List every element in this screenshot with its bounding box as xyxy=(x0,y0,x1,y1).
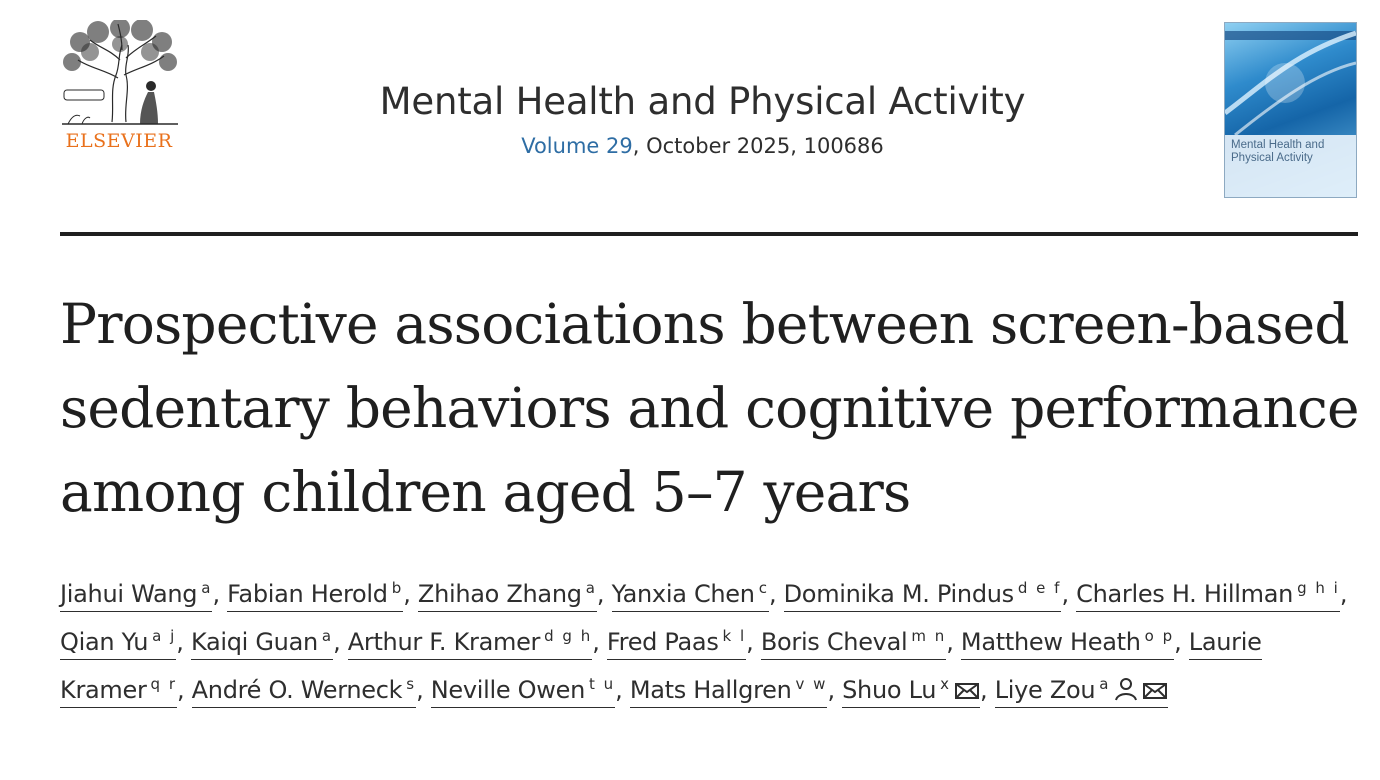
affiliation-marker: k l xyxy=(722,627,747,645)
author-link[interactable] xyxy=(761,628,946,660)
affiliation-marker: s xyxy=(406,675,417,693)
affiliation-marker: g h i xyxy=(1297,579,1340,597)
author-name: Charles H. Hillman xyxy=(1076,580,1294,608)
author-link[interactable] xyxy=(784,580,1062,612)
author-name: Liye Zou xyxy=(994,676,1096,704)
author-link[interactable] xyxy=(431,676,615,708)
author-name: Yanxia Chen xyxy=(611,580,755,608)
affiliation-marker: m n xyxy=(911,627,947,645)
affiliation-marker: v w xyxy=(795,675,828,693)
author-name: Jiahui Wang xyxy=(60,580,198,608)
author-name: Fred Paas xyxy=(606,628,719,656)
author-list: Jiahui Wang $^a$, Fabian Herold $^b$, Zhihao Zhang $^a$, Yanxia Chen $^c$, Dominika M. Pindus $^{d e f}$, Charles H. Hillman $^{g h i}$, Qian Yu $^{a j}$, Kaiqi Guan $^a$, Arthur F. Kramer $^{d g h}$, Fred Paas $^{k l}$, Boris Cheval $^{m n}$, Matthew Heath $^{o p}$, Laurie Kramer $^{q r}$, André O. Werneck $^s$, Neville Owen $^{t u}$, Mats Hallgren $^{v w}$, Shuo Lu $^x$ , Liye Zou $^a$ xyxy=(60,570,1360,717)
affiliation-marker: b xyxy=(391,579,404,597)
author-name: Dominika M. Pindus xyxy=(783,580,1014,608)
author-name: Kaiqi Guan xyxy=(190,628,318,656)
cover-journal-title xyxy=(1231,139,1353,164)
journal-issue-line xyxy=(200,134,1205,158)
author-link[interactable] xyxy=(227,580,403,612)
person-icon xyxy=(1113,669,1139,717)
issue-details: , October 2025, 100686 xyxy=(632,134,884,159)
affiliation-marker: c xyxy=(758,579,769,597)
author-name: André O. Werneck xyxy=(191,676,403,704)
author-name: Zhihao Zhang xyxy=(417,580,582,608)
cover-artwork xyxy=(1225,23,1356,135)
author-link[interactable] xyxy=(842,676,980,708)
author-link[interactable] xyxy=(60,628,176,660)
affiliation-marker: a xyxy=(201,579,213,597)
author-name: Arthur F. Kramer xyxy=(347,628,541,656)
author-name: Fabian Herold xyxy=(227,580,388,608)
author-link[interactable] xyxy=(995,676,1169,708)
author-name: Matthew Heath xyxy=(960,628,1141,656)
article-title: Prospective associations between screen-based sedentary behaviors and cognitive performance among children aged 5–7 years xyxy=(60,292,1359,524)
author-link[interactable] xyxy=(630,676,828,708)
author-link[interactable] xyxy=(612,580,769,612)
header-divider xyxy=(60,232,1358,236)
affiliation-marker: a xyxy=(585,579,597,597)
author-link[interactable] xyxy=(348,628,592,660)
affiliation-marker: t u xyxy=(588,675,616,693)
volume-link[interactable]: Volume 29 xyxy=(521,134,633,159)
author-name: Laurie Kramer xyxy=(60,628,1262,704)
journal-header xyxy=(200,80,1205,158)
affiliation-marker: a xyxy=(1099,675,1111,693)
affiliation-marker: q r xyxy=(150,675,177,693)
author-name: Mats Hallgren xyxy=(629,676,792,704)
affiliation-marker: o p xyxy=(1144,627,1175,645)
journal-title[interactable]: Mental Health and Physical Activity xyxy=(379,80,1026,123)
elsevier-wordmark: ELSEVIER xyxy=(65,130,173,152)
affiliation-marker: x xyxy=(940,675,952,693)
affiliation-marker: a j xyxy=(152,627,177,645)
author-link[interactable] xyxy=(191,628,333,660)
author-name: Boris Cheval xyxy=(760,628,908,656)
author-name: Shuo Lu xyxy=(842,676,937,704)
email-icon xyxy=(1142,669,1168,717)
journal-cover-thumbnail[interactable] xyxy=(1224,22,1357,198)
author-link[interactable] xyxy=(418,580,597,612)
affiliation-marker: a xyxy=(321,627,334,645)
author-link[interactable] xyxy=(961,628,1174,660)
cover-title-line: Mental Health and xyxy=(1231,139,1325,151)
author-link[interactable] xyxy=(607,628,746,660)
elsevier-tree-icon xyxy=(60,20,180,130)
affiliation-marker: d e f xyxy=(1017,579,1062,597)
cover-title-line: Physical Activity xyxy=(1231,151,1313,164)
author-link[interactable] xyxy=(1076,580,1340,612)
author-name: Neville Owen xyxy=(430,676,585,704)
affiliation-marker: d g h xyxy=(544,627,593,645)
author-link[interactable] xyxy=(192,676,416,708)
author-name: Qian Yu xyxy=(60,628,149,656)
elsevier-logo[interactable] xyxy=(60,20,180,155)
email-icon xyxy=(954,669,980,717)
author-link[interactable] xyxy=(60,580,212,612)
